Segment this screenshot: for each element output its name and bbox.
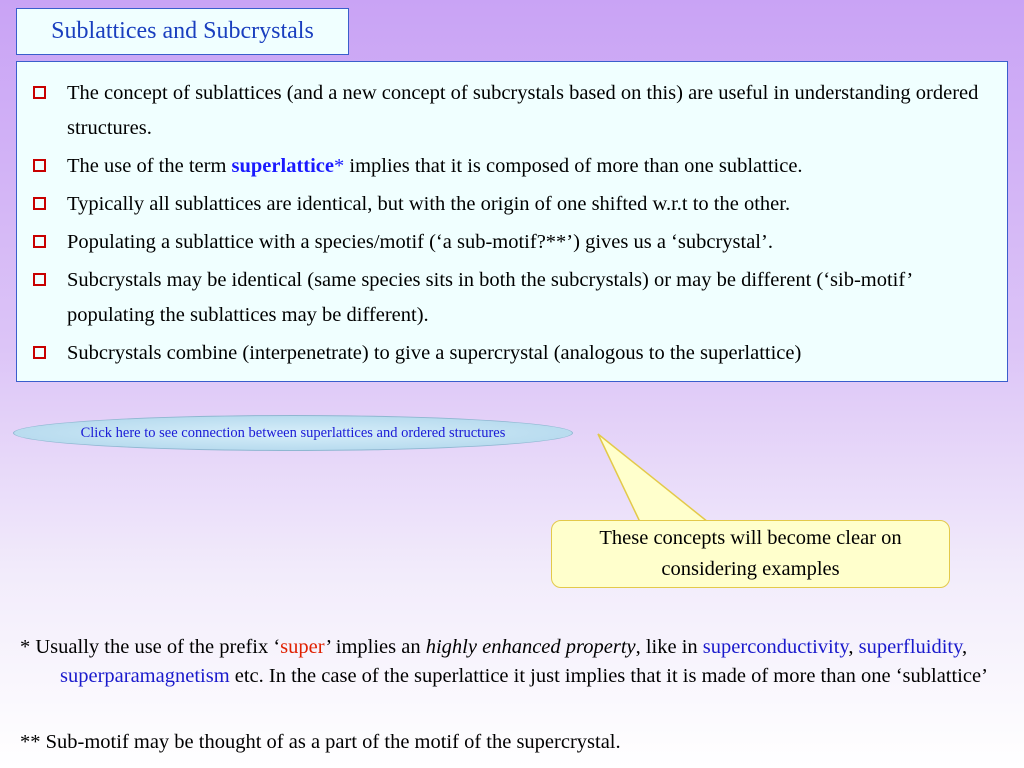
superlattice-term: superlattice xyxy=(231,155,334,177)
checkbox-bullet-icon xyxy=(33,235,46,248)
checkbox-bullet-icon xyxy=(33,197,46,210)
footnote-text: , like in xyxy=(635,636,703,658)
callout-note: These concepts will become clear on considering examples xyxy=(551,520,950,588)
checkbox-bullet-icon xyxy=(33,159,46,172)
bullet-text: Typically all sublattices are identical, but with the origin of one shifted w.r.t to the other. xyxy=(67,193,791,215)
bullet-item xyxy=(29,187,995,222)
checkbox-bullet-icon xyxy=(33,273,46,286)
superlattice-link-button[interactable]: Click here to see connection between superlattices and ordered structures xyxy=(13,415,573,451)
bullet-text: The use of the term xyxy=(67,155,232,177)
footnote-star: * xyxy=(334,155,345,177)
checkbox-bullet-icon xyxy=(33,86,46,99)
bullet-panel xyxy=(16,61,1008,382)
bullet-text-cont: implies that it is composed of more than one sublattice. xyxy=(344,155,803,177)
bullet-text: The concept of sublattices (and a new concept of subcrystals based on this) are useful in understanding ordered structures. xyxy=(67,82,979,139)
bullet-list xyxy=(29,76,995,371)
footnote-submotif: ** Sub-motif may be thought of as a part of the motif of the supercrystal. xyxy=(20,731,621,753)
footnote-super xyxy=(20,633,1010,691)
slide-title: Sublattices and Subcrystals xyxy=(16,8,349,55)
footnote-text: etc. In the case of the superlattice it just implies that it is made of more than one ‘sublattice’ xyxy=(229,665,988,687)
super-prefix: super xyxy=(280,636,326,658)
footnote-text: * Usually the use of the prefix ‘ xyxy=(20,636,281,658)
bullet-text: Subcrystals combine (interpenetrate) to give a supercrystal (analogous to the superlattice) xyxy=(67,342,802,364)
bullet-item xyxy=(29,336,995,371)
bullet-item xyxy=(29,149,995,184)
footnote-text: , xyxy=(962,636,968,658)
bullet-item xyxy=(29,225,995,260)
footnote-text: , xyxy=(848,636,859,658)
term-superfluidity: superfluidity xyxy=(858,636,963,658)
bullet-item xyxy=(29,76,995,146)
bullet-text: Populating a sublattice with a species/motif (‘a sub-motif?**’) gives us a ‘subcrystal’. xyxy=(67,231,773,253)
bullet-text: Subcrystals may be identical (same species sits in both the subcrystals) or may be different (‘sib-motif’ populating the sublattices may be different). xyxy=(67,269,912,326)
bullet-item xyxy=(29,263,995,333)
checkbox-bullet-icon xyxy=(33,346,46,359)
term-superconductivity: superconductivity xyxy=(702,636,849,658)
term-superparamagnetism: superparamagnetism xyxy=(60,665,230,687)
footnote-text: ’ implies an xyxy=(325,636,426,658)
enhanced-property-text: highly enhanced property xyxy=(425,636,636,658)
